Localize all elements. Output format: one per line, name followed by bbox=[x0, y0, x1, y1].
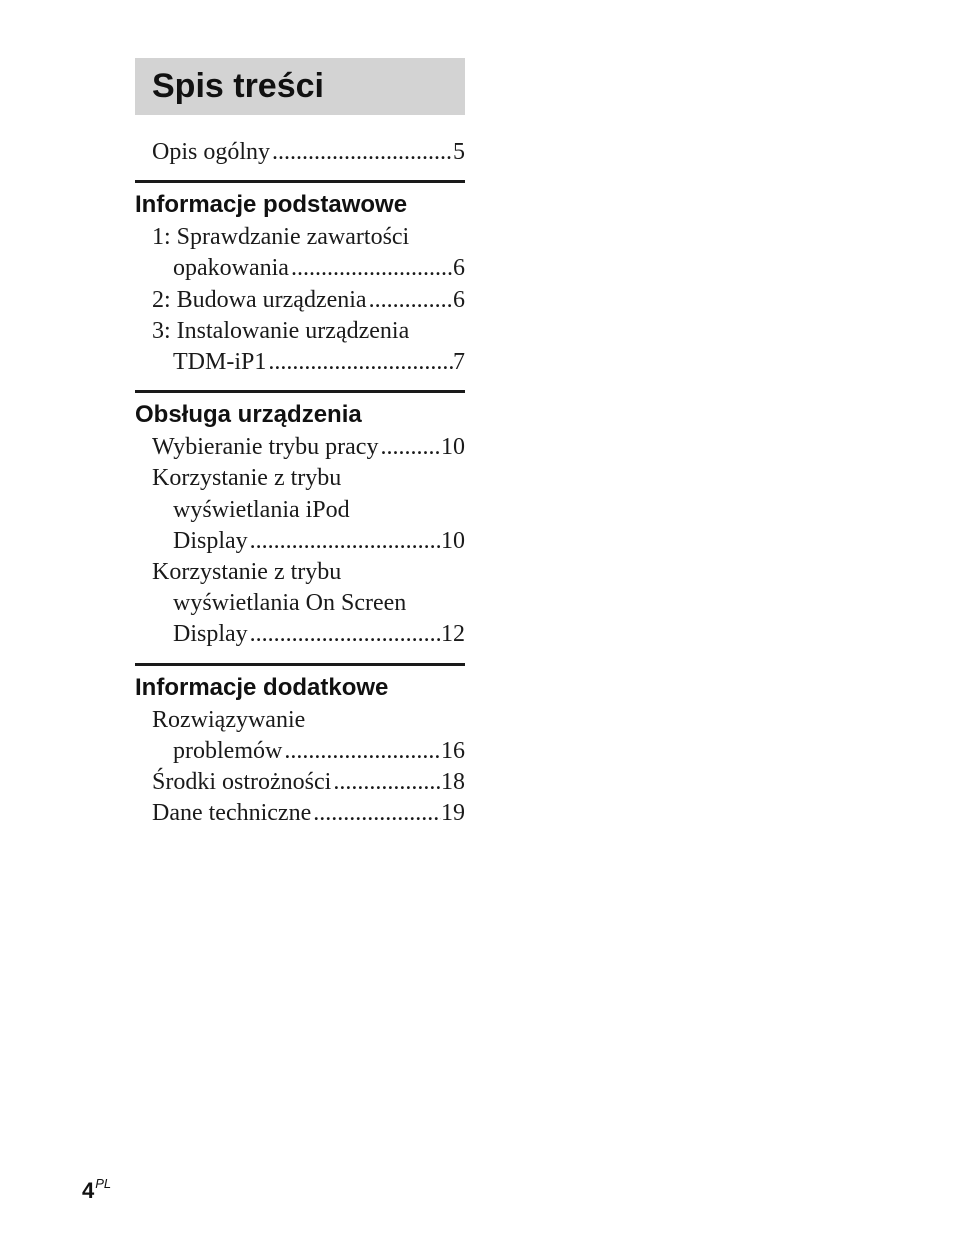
toc-entry[interactable] bbox=[135, 705, 465, 767]
section-divider bbox=[135, 180, 465, 183]
leader-dots bbox=[333, 767, 441, 798]
entry-text: Środki ostrożności bbox=[152, 769, 332, 796]
entry-text: Korzystanie z trybu bbox=[152, 465, 342, 492]
toc-entry[interactable] bbox=[135, 798, 465, 829]
page-number: 16 bbox=[441, 737, 465, 764]
entry-text: TDM-iP1 bbox=[173, 349, 267, 376]
toc-entry[interactable] bbox=[135, 432, 465, 463]
page-footer bbox=[82, 1178, 111, 1204]
leader-dots bbox=[313, 798, 441, 829]
footer-language-code: PL bbox=[95, 1176, 112, 1191]
toc-entry[interactable] bbox=[135, 222, 465, 284]
page-number: 10 bbox=[441, 527, 465, 554]
page-number: 6 bbox=[453, 255, 465, 282]
table-of-contents bbox=[135, 58, 465, 829]
entry-text: wyświetlania On Screen bbox=[173, 590, 407, 617]
page-number: 7 bbox=[453, 349, 465, 376]
entry-text: Display bbox=[173, 621, 248, 648]
page-number: 19 bbox=[441, 800, 465, 827]
entry-text: 2: Budowa urządzenia bbox=[152, 286, 367, 313]
page-number: 12 bbox=[441, 621, 465, 648]
leader-dots bbox=[272, 137, 453, 168]
section-divider bbox=[135, 390, 465, 393]
page-number: 10 bbox=[441, 434, 465, 461]
leader-dots bbox=[284, 736, 441, 767]
section-divider bbox=[135, 663, 465, 666]
intro-entries bbox=[135, 137, 465, 168]
entry-text: Wybieranie trybu pracy bbox=[152, 434, 379, 461]
entry-text: Display bbox=[173, 527, 248, 554]
leader-dots bbox=[291, 253, 453, 284]
section-heading: Informacje dodatkowe bbox=[135, 673, 389, 701]
entry-text: wyświetlania iPod bbox=[173, 496, 350, 523]
page-number: 18 bbox=[441, 769, 465, 796]
entry-text: Rozwiązywanie bbox=[152, 706, 306, 733]
leader-dots bbox=[268, 347, 453, 378]
toc-entry-intro[interactable] bbox=[135, 137, 465, 168]
toc-entry[interactable] bbox=[135, 463, 465, 557]
toc-entry[interactable] bbox=[135, 285, 465, 316]
entry-text: 3: Instalowanie urządzenia bbox=[152, 317, 410, 344]
toc-entry[interactable] bbox=[135, 557, 465, 651]
page-number: 6 bbox=[453, 286, 465, 313]
entry-text: Opis ogólny bbox=[152, 139, 271, 165]
entry-text: opakowania bbox=[173, 255, 289, 282]
toc-entry[interactable] bbox=[135, 767, 465, 798]
leader-dots bbox=[369, 285, 453, 316]
page-number: 5 bbox=[453, 139, 465, 165]
entry-text: Korzystanie z trybu bbox=[152, 559, 342, 586]
section-additional-info bbox=[135, 663, 465, 830]
footer-page-number: 4 bbox=[82, 1178, 95, 1203]
entry-text: 1: Sprawdzanie zawartości bbox=[152, 224, 410, 251]
entry-text: Dane techniczne bbox=[152, 800, 312, 827]
section-heading: Informacje podstawowe bbox=[135, 191, 408, 219]
section-heading: Obsługa urządzenia bbox=[135, 401, 362, 429]
toc-title: Spis treści bbox=[135, 58, 465, 115]
entry-text: problemów bbox=[173, 737, 283, 764]
section-basic-info bbox=[135, 180, 465, 378]
toc-entry[interactable] bbox=[135, 316, 465, 378]
section-device-operation bbox=[135, 390, 465, 650]
leader-dots bbox=[250, 526, 441, 557]
leader-dots bbox=[380, 432, 441, 463]
leader-dots bbox=[250, 619, 441, 650]
